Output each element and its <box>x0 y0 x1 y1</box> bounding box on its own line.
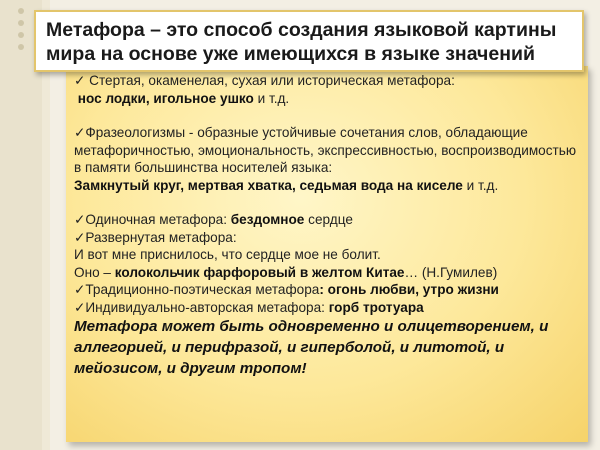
item-single-example: бездомное <box>230 212 305 227</box>
item-single <box>74 211 582 229</box>
item-phraseo <box>74 124 582 194</box>
item-traditional-example: : огонь любви, утро жизни <box>319 282 499 297</box>
item-phraseo-examples: Замкнутый круг, мертвая хватка, седьмая вода на киселе <box>74 177 463 193</box>
item-worn-examples: нос лодки, игольное ушко <box>77 90 254 106</box>
closing-statement: Метафора может быть одновременно и олицетворением, и аллегорией, и перифразой, и гиперболой, и литотой, и мейозисом, и другим тропом! <box>74 318 549 377</box>
item-extended-example: колокольчик фарфоровый в желтом Китае <box>114 264 405 280</box>
item-individual-label: ✓Индивидуально-авторская метафора: <box>74 299 329 315</box>
item-extended-line1: И вот мне приснилось, что сердце мое не болит. <box>74 247 381 262</box>
decor-dots <box>6 8 36 68</box>
item-worn-label: ✓ Стертая, окаменелая, сухая или историческая метафора: <box>74 73 455 88</box>
item-traditional <box>74 281 582 299</box>
item-phraseo-suffix: и т.д. <box>462 177 499 193</box>
item-single-suffix: сердце <box>304 212 353 227</box>
slide-title: Метафора – это способ создания языковой картины мира на основе уже имеющихся в языке значений <box>34 10 584 72</box>
item-individual-example: горб тротуара <box>328 299 424 315</box>
item-individual <box>74 299 582 317</box>
item-single-label: ✓Одиночная метафора: <box>74 212 231 227</box>
item-phraseo-label: ✓Фразеологизмы - образные устойчивые сочетания слов, обладающие метафоричностью, эмоциональность, экспрессивностью, воспроизводимостью в памяти большинства носителей языка: <box>74 125 577 175</box>
item-worn-suffix: и т.д. <box>253 90 290 106</box>
item-extended-label: ✓Развернутая метафора: <box>74 229 237 245</box>
item-extended <box>74 229 582 282</box>
item-traditional-label: ✓Традиционно-поэтическая метафора <box>74 282 320 297</box>
item-extended-prefix: Оно – <box>74 264 115 280</box>
item-extended-suffix: … (Н.Гумилев) <box>404 264 498 280</box>
slide-body <box>74 72 582 379</box>
item-worn <box>74 72 582 107</box>
